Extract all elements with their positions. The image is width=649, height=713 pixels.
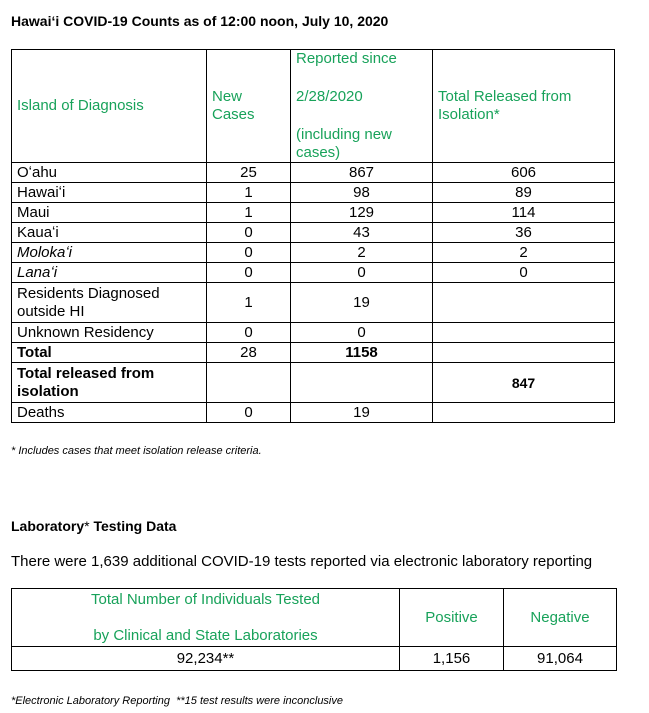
row-reported: 2	[291, 243, 433, 263]
row-released: 2	[433, 243, 615, 263]
lab-header-row	[12, 589, 617, 647]
row-released: 114	[433, 203, 615, 223]
row-island-line2: outside HI	[17, 302, 85, 320]
table-row	[12, 323, 615, 343]
header-released	[433, 50, 615, 163]
row-reported: 0	[291, 263, 433, 283]
total-released-line1: Total released from	[17, 364, 155, 382]
header-released-line1: Total Released from	[438, 88, 572, 105]
deaths-reported: 19	[291, 403, 433, 423]
header-new-line2: Cases	[212, 106, 255, 123]
row-island: Maui	[12, 203, 207, 223]
cases-footnote: * Includes cases that meet isolation release criteria.	[11, 445, 262, 457]
row-released	[433, 323, 615, 343]
total-released-label	[12, 363, 207, 403]
cases-header-row	[12, 50, 615, 163]
cases-table	[11, 49, 615, 423]
row-island: Molokaʻi	[12, 243, 207, 263]
table-row	[12, 263, 615, 283]
row-island: Hawaiʻi	[12, 183, 207, 203]
lab-header-total-line2: by Clinical and State Laboratories	[93, 626, 318, 644]
total-released-empty	[433, 343, 615, 363]
total-released-row	[12, 363, 615, 403]
deaths-label: Deaths	[12, 403, 207, 423]
lab-total-value: 92,234**	[12, 647, 400, 671]
header-reported-line4: cases)	[296, 144, 341, 161]
row-released	[433, 283, 615, 323]
lab-title-text: Laboratory	[11, 518, 85, 534]
total-released-line2: isolation	[17, 382, 79, 400]
header-reported-line3: (including new	[296, 126, 392, 143]
row-island-line1: Residents Diagnosed	[17, 284, 160, 302]
row-reported: 43	[291, 223, 433, 243]
lab-header-total-line1: Total Number of Individuals Tested	[90, 590, 320, 608]
header-island: Island of Diagnosis	[12, 50, 207, 163]
row-island	[12, 283, 207, 323]
total-released-empty-reported	[291, 363, 433, 403]
lab-header-negative: Negative	[504, 589, 617, 647]
header-new-line1: New	[212, 88, 243, 105]
row-released: 36	[433, 223, 615, 243]
lab-positive-value: 1,156	[400, 647, 504, 671]
row-reported: 19	[291, 283, 433, 323]
row-new: 0	[207, 263, 291, 283]
header-released-line2: Isolation*	[438, 106, 500, 123]
row-new: 1	[207, 203, 291, 223]
row-new: 0	[207, 223, 291, 243]
lab-footnote: *Electronic Laboratory Reporting **15 test results were inconclusive	[11, 695, 343, 707]
lab-note: There were 1,639 additional COVID-19 tests reported via electronic laboratory reporting	[11, 553, 593, 570]
header-reported-line1: Reported since	[296, 50, 397, 67]
table-row	[12, 243, 615, 263]
row-island: Unknown Residency	[12, 323, 207, 343]
deaths-released-empty	[433, 403, 615, 423]
total-label: Total	[12, 343, 207, 363]
deaths-new: 0	[207, 403, 291, 423]
row-reported: 867	[291, 163, 433, 183]
total-new: 28	[207, 343, 291, 363]
lab-title-rest: Testing Data	[89, 518, 177, 534]
row-new: 0	[207, 243, 291, 263]
row-new: 1	[207, 183, 291, 203]
header-new-cases	[207, 50, 291, 163]
total-row	[12, 343, 615, 363]
row-island: Oʻahu	[12, 163, 207, 183]
table-row	[12, 183, 615, 203]
row-reported: 129	[291, 203, 433, 223]
row-released: 606	[433, 163, 615, 183]
deaths-row	[12, 403, 615, 423]
row-island: Kauaʻi	[12, 223, 207, 243]
lab-table	[11, 588, 617, 671]
table-row	[12, 223, 615, 243]
table-row	[12, 283, 615, 323]
row-released: 0	[433, 263, 615, 283]
table-row	[12, 163, 615, 183]
table-row	[12, 203, 615, 223]
total-released-empty-new	[207, 363, 291, 403]
lab-header-total	[12, 589, 400, 647]
row-island: Lanaʻi	[12, 263, 207, 283]
lab-title-asterisk: *	[84, 518, 90, 534]
row-reported: 98	[291, 183, 433, 203]
total-reported: 1158	[291, 343, 433, 363]
row-released: 89	[433, 183, 615, 203]
lab-values-row	[12, 647, 617, 671]
row-new: 0	[207, 323, 291, 343]
row-new: 25	[207, 163, 291, 183]
header-reported	[291, 50, 433, 163]
lab-section-title	[11, 518, 176, 534]
page-title: Hawaiʻi COVID-19 Counts as of 12:00 noon, July 10, 2020	[11, 13, 389, 29]
row-reported: 0	[291, 323, 433, 343]
row-new: 1	[207, 283, 291, 323]
total-released-value: 847	[433, 363, 615, 403]
lab-negative-value: 91,064	[504, 647, 617, 671]
header-reported-line2: 2/28/2020	[296, 88, 363, 105]
lab-header-positive: Positive	[400, 589, 504, 647]
